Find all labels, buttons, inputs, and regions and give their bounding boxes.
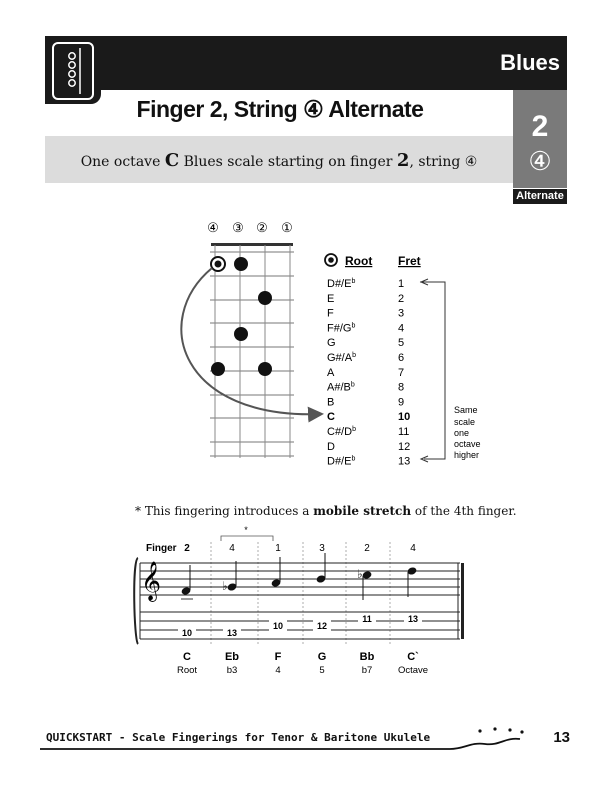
svg-text:higher: higher [454, 450, 480, 460]
note-name-label: Bb [359, 651, 375, 663]
scale-degrees [177, 665, 428, 676]
tab-number: 10 [272, 621, 284, 631]
string-label: ③ [232, 220, 244, 235]
tab-number: 10 [181, 628, 193, 638]
tab-number: 11 [362, 614, 372, 624]
page-number: 13 [553, 729, 570, 746]
note-name: B [327, 396, 335, 409]
scale-degree-label: b3 [226, 665, 238, 676]
fret-number: 12 [398, 440, 411, 453]
fret-number: 7 [398, 366, 405, 379]
section-label: Blues [500, 50, 560, 75]
note-name: D [327, 440, 335, 453]
note-name: $F\#/G^b$ [327, 322, 356, 335]
finger-numbers [184, 543, 416, 554]
fret-number: 13 [398, 455, 411, 468]
stretch-mark: * [244, 525, 248, 535]
footer-ukulele-line-icon [40, 722, 530, 752]
note-name-label: C [183, 651, 191, 663]
scale-degree-label: b7 [361, 665, 373, 676]
notes [181, 553, 418, 600]
footer-title: QUICKSTART - Scale Fingerings for Tenor & Baritone Ukulele [46, 731, 431, 744]
tab-number: 12 [316, 621, 328, 631]
scale-degree-label: 5 [319, 665, 325, 676]
tab-numbers [178, 613, 422, 638]
fret-number: 6 [398, 352, 405, 364]
fret-number: 5 [398, 337, 405, 350]
finger-label: Finger [146, 543, 177, 554]
legend-fret-label: Fret [398, 254, 421, 268]
fret-number: 11 [398, 426, 410, 438]
stretch-bracket [221, 536, 273, 541]
note-names [183, 651, 419, 663]
fret-number: 3 [398, 307, 405, 320]
finger-number: 2 [184, 543, 190, 554]
scale-degree-label: Octave [397, 665, 429, 676]
note-name: $G\#/A^b$ [327, 352, 356, 364]
svg-text:one: one [454, 428, 470, 438]
finger-number: 4 [229, 543, 235, 554]
fret-number: 10 [398, 411, 411, 424]
note-name: A [327, 366, 335, 379]
note-name: $C\#/D^b$ [327, 426, 356, 438]
fret-number: 8 [398, 381, 405, 394]
final-barline [461, 563, 464, 639]
note-name: F [327, 307, 334, 320]
finger-number: 4 [410, 543, 416, 554]
fret-number: 4 [398, 322, 405, 335]
note-name-label: F [274, 651, 282, 663]
note-name: G [327, 337, 336, 350]
subtitle: One octave C Blues scale starting on finger 2, string ④ [80, 150, 478, 171]
fret-number: 1 [398, 278, 405, 290]
scale-degree-label: Root [176, 665, 198, 676]
footnote: * This fingering introduces a mobile stretch of the 4th finger. [135, 504, 517, 518]
tab-number: 13 [226, 628, 238, 638]
scale-degree-label: 4 [275, 665, 281, 676]
legend-root-label: Root [345, 254, 373, 268]
note-name: C [327, 411, 335, 424]
tab-number: 13 [407, 614, 419, 624]
note-name: $D\#/E^b$ [327, 278, 356, 290]
side-tab-label: Alternate [513, 189, 567, 204]
svg-text:♭: ♭ [222, 579, 228, 593]
finger-number: 1 [275, 543, 281, 554]
system-brace [134, 558, 138, 644]
string-label: ④ [207, 220, 219, 235]
svg-text:Same: Same [454, 405, 478, 415]
svg-text:octave: octave [454, 439, 481, 449]
note-name: $A\#/B^b$ [327, 381, 355, 394]
note-name-label: G [317, 651, 327, 663]
finger-number: 2 [364, 543, 370, 554]
note-name: $D\#/E^b$ [327, 455, 356, 468]
treble-clef-icon: 𝄞 [141, 562, 162, 600]
fret-number: 2 [398, 292, 405, 305]
fret-number: 9 [398, 396, 405, 409]
side-tab-finger: 2 [531, 110, 549, 143]
note-name-label: Eb [224, 651, 240, 663]
note-name-label: C` [407, 651, 419, 663]
page-title: Finger 2, String ④ Alternate [136, 96, 424, 122]
finger-number: 3 [319, 543, 325, 554]
side-tab-string: ④ [528, 146, 552, 176]
svg-text:♭: ♭ [357, 567, 363, 581]
svg-text:scale: scale [454, 417, 476, 427]
string-label: ② [256, 220, 268, 235]
note-name: E [327, 292, 335, 305]
string-label: ① [281, 220, 293, 235]
